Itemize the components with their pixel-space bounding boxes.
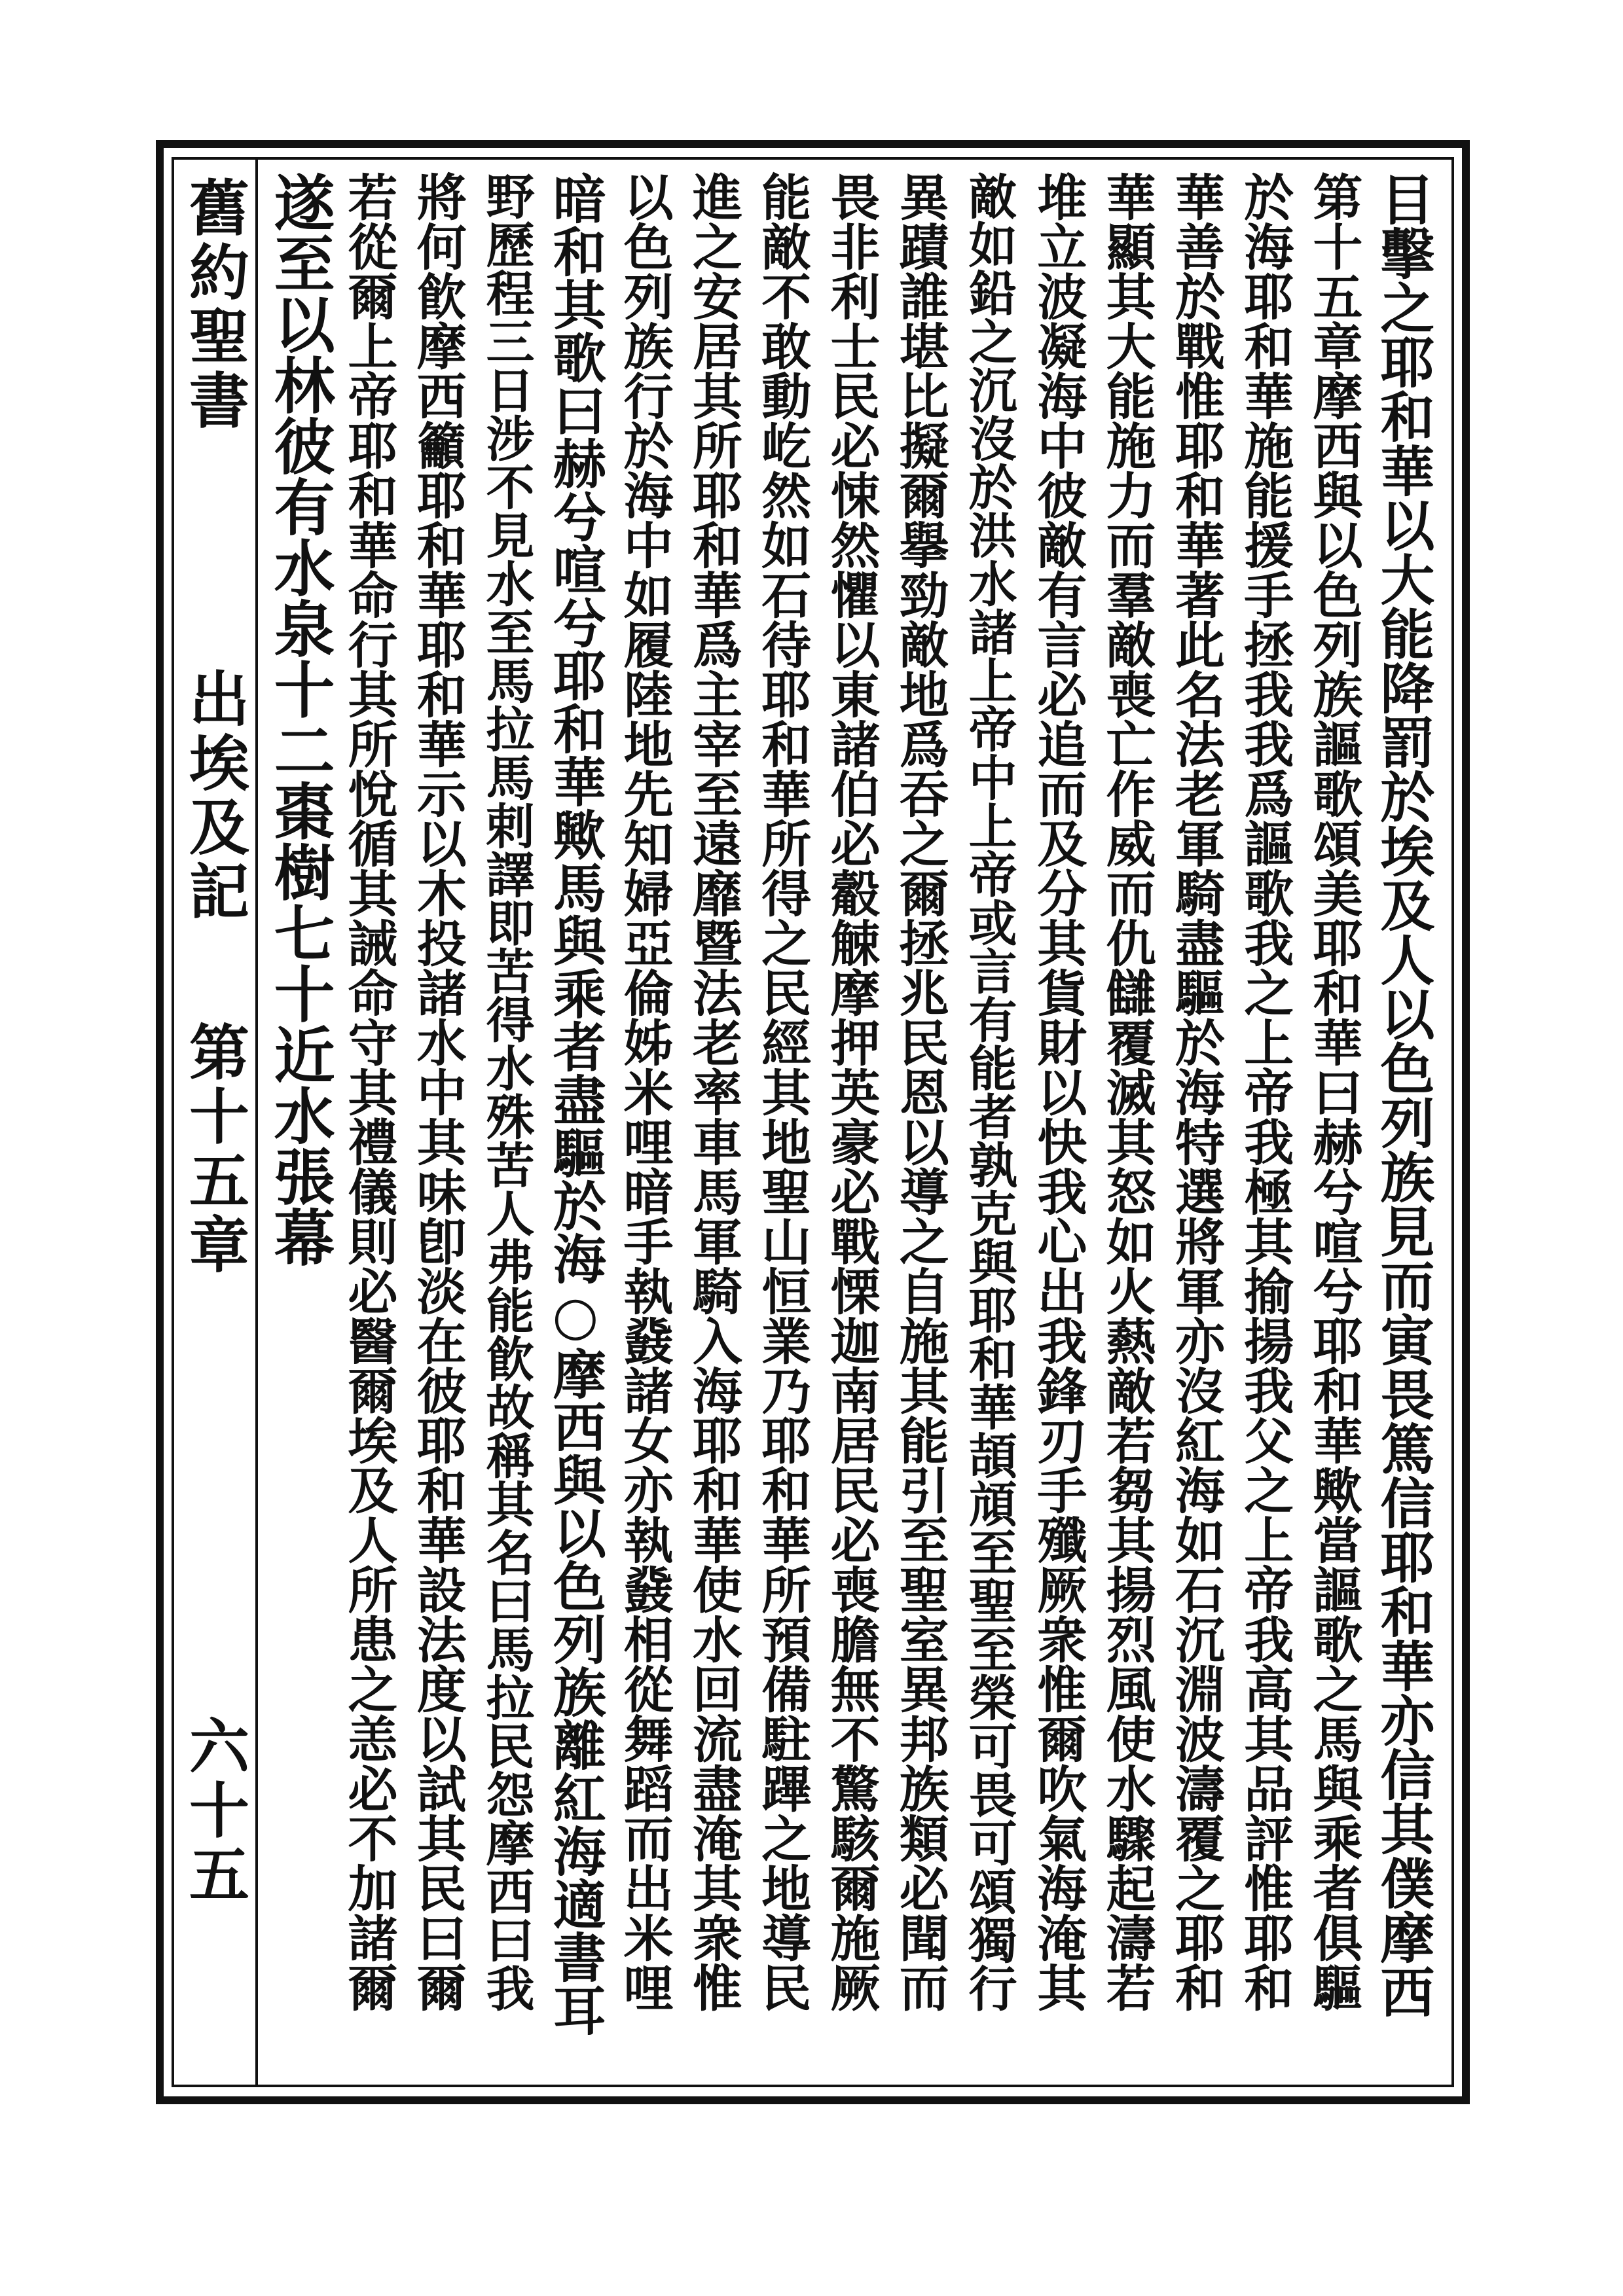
header-column-rule — [255, 160, 258, 2085]
text-column-13: 暗和其歌曰赫兮喧兮耶和華歟馬與乘者盡驅於海○摩西與以色列族離紅海適書耳 — [544, 171, 607, 2036]
text-column-15: 將何飮摩西籲耶和華耶和華示以木投諸水中其味卽淡在彼耶和華設法度以試其民曰爾 — [409, 171, 467, 2012]
text-column-6: 堆立波凝海中彼敵有言必追而及分其貨財以快我心出我鋒刃手殲厥衆惟爾吹氣海淹其 — [1029, 171, 1087, 2012]
text-column-9: 畏非利士民必悚然懼以東諸伯必觳觫摩押英豪必戰慄迦南居民必喪膽無不驚駭爾施厥 — [822, 171, 881, 2012]
book-name: 出埃及記 — [179, 668, 250, 924]
page-number: 六十五 — [179, 1715, 250, 1907]
text-column-11: 進之安居其所耶和華爲主宰至遠靡暨法老率車馬軍騎入海耶和華使水回流盡淹其衆惟 — [684, 171, 743, 2012]
text-column-7: 敵如鉛之沉沒於洪水諸上帝中上帝或言有能者孰克與耶和華頡頏至聖至榮可畏可頌獨行 — [960, 171, 1017, 2012]
chapter-label: 第十五章 — [179, 1021, 250, 1278]
text-column-3: 於海耶和華施能援手拯我我爲謳歌我之上帝我極其揄揚我父之上帝我高其品評惟耶和 — [1235, 171, 1294, 2012]
text-column-2: 第十五章摩西與以色列族謳歌頌美耶和華曰赫兮喧兮耶和華歟當謳歌之馬與乘者俱驅 — [1305, 171, 1364, 2012]
text-column-5: 華顯其大能施力而羣敵喪亡作威而仇讎覆滅其怒如火爇敵若芻其揚烈風使水驟起濤若 — [1098, 171, 1157, 2012]
text-column-10: 能敵不敢動屹然如石待耶和華所得之民經其地聖山恒業乃耶和華所預備駐蹕之地導民 — [753, 171, 812, 2012]
text-column-4: 華善於戰惟耶和華著此名法老軍騎盡驅於海特選將軍亦沒紅海如石沉淵波濤覆之耶和 — [1167, 171, 1226, 2012]
text-column-8: 異蹟誰堪比擬爾擧勁敵地爲吞之爾拯兆民恩以導之自施其能引至聖室異邦族類必聞而 — [891, 171, 950, 2012]
text-column-16: 若從爾上帝耶和華命行其所悅循其誡命守其禮儀則必醫爾埃及人所患之恙必不加諸爾 — [339, 171, 398, 2012]
book-title: 舊約聖書 — [179, 177, 250, 433]
text-column-12: 以色列族行於海中如履陸地先知婦亞倫姊米哩暗手執鼗諸女亦執鼗相從舞蹈而出米哩 — [615, 171, 674, 2012]
text-column-17: 遂至以林彼有水泉十二棗樹七十近水張幕 — [264, 171, 336, 1267]
text-column-14: 野歷程三日涉不見水至馬拉馬剌譯即苦得水殊苦人弗能飮故稱其名曰馬拉民怨摩西曰我 — [478, 171, 535, 2012]
text-column-1: 目擊之耶和華以大能降罰於埃及人以色列族見而寅畏篤信耶和華亦信其僕摩西 — [1370, 171, 1435, 2018]
